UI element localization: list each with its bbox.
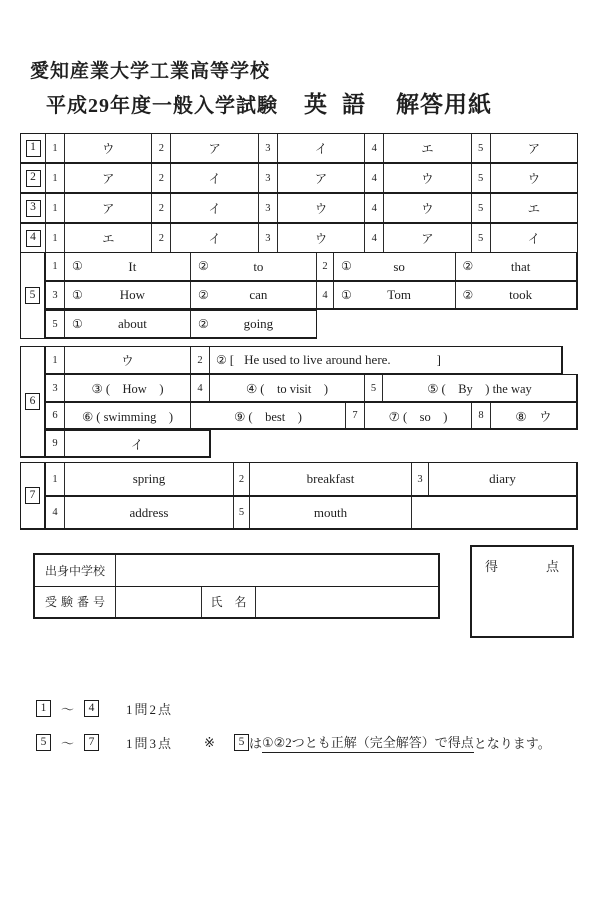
section-6 <box>20 346 578 458</box>
answer-cell: イ <box>171 194 258 222</box>
question-number: 2 <box>191 347 210 373</box>
section-7 <box>20 462 578 530</box>
junior-high-blank-field <box>116 555 438 586</box>
answer-cell: ア <box>65 164 152 192</box>
answer-cell: ウ <box>384 194 471 222</box>
question-number: 2 <box>152 164 171 192</box>
question-number: 1 <box>46 347 65 373</box>
answer-word: that <box>510 258 531 274</box>
points-per-question: 1問2点 <box>126 702 174 717</box>
section-6-row-2 <box>45 374 578 402</box>
section-label-cell <box>20 462 45 530</box>
points-per-question: 1問3点 <box>126 736 174 751</box>
section-5-row-1 <box>45 252 578 281</box>
junior-high-label: 出身中学校 <box>35 555 116 586</box>
note-section-box: 4 <box>84 700 99 717</box>
answer-cell: ⑦ ( so ) <box>365 403 472 428</box>
section-label-cell <box>21 164 46 192</box>
question-number: 3 <box>259 194 278 222</box>
question-number: 2 <box>152 194 171 222</box>
answer-cell <box>65 282 191 308</box>
question-number: 5 <box>472 134 491 162</box>
answer-cell: ア <box>527 142 541 156</box>
answer-cell <box>191 311 316 337</box>
answer-cell: エ <box>384 134 471 162</box>
examinee-number-label: 受験番号 <box>35 587 116 618</box>
circled-2-mark: ② <box>198 287 209 302</box>
answer-cell: エ <box>65 224 152 252</box>
answer-cell <box>334 253 456 280</box>
answer-cell: ウ <box>384 164 471 192</box>
circled-2-mark: ② <box>462 259 474 273</box>
question-number: 4 <box>317 282 334 308</box>
answer-cell: エ <box>527 202 541 216</box>
section-4-row <box>20 223 578 253</box>
answer-word: about <box>117 316 147 331</box>
answer-cell <box>191 282 317 308</box>
answer-cell <box>456 253 577 280</box>
section-5 <box>20 252 578 339</box>
section-3-row <box>20 193 578 223</box>
question-number: 2 <box>234 463 250 495</box>
answer-word: It <box>128 258 137 274</box>
note-text-pre: は <box>248 736 262 751</box>
answer-cell <box>65 311 191 337</box>
answer-cell: address <box>65 497 234 528</box>
question-number: 3 <box>259 164 278 192</box>
section-6-row-3 <box>45 402 578 430</box>
close-bracket: ] <box>436 352 442 367</box>
section-7-row-1 <box>45 462 578 496</box>
question-number: 1 <box>46 134 65 162</box>
score-kanji-left: 得 <box>485 559 499 574</box>
circled-1-mark: ① <box>72 316 83 331</box>
sheet-title: 解答用紙 <box>396 92 492 117</box>
note-section-box: 1 <box>36 700 51 717</box>
section-3-number-box: 3 <box>26 200 41 217</box>
answer-cell: イ <box>278 134 365 162</box>
section-2-row <box>20 163 578 193</box>
answer-word: took <box>509 287 533 302</box>
question-number: 3 <box>259 134 278 162</box>
score-box <box>470 545 574 638</box>
answer-cell: spring <box>65 463 234 495</box>
question-number: 7 <box>346 403 365 428</box>
question-number: 4 <box>365 194 384 222</box>
exam-year-title: 平成29年度一般入学試験 <box>46 95 278 117</box>
section-5-number-box: 5 <box>25 287 40 304</box>
question-number: 4 <box>365 134 384 162</box>
circled-1-mark: ① <box>72 259 83 273</box>
question-number: 3 <box>412 463 429 495</box>
answer-cell: ④ ( to visit ) <box>210 375 365 401</box>
name-label: 氏 名 <box>202 587 256 618</box>
section-label-cell <box>20 346 45 458</box>
question-number: 3 <box>46 282 65 308</box>
circled-2-mark: ② <box>198 316 209 331</box>
answer-cell: ウ <box>278 224 365 252</box>
question-number: 1 <box>46 194 65 222</box>
answer-sentence: He used to live around here. <box>244 352 391 367</box>
answer-cell: ウ <box>65 134 152 162</box>
circled-1-mark: ① <box>341 259 352 273</box>
school-name: 愛知産業大学工業高等学校 <box>30 61 271 82</box>
section-label-cell <box>20 252 45 339</box>
answer-cell: ア <box>65 194 152 222</box>
question-number: 1 <box>46 164 65 192</box>
tilde-range-mark: ～ <box>61 702 75 717</box>
answer-cell: ⑨ ( best ) <box>191 403 346 428</box>
scoring-note-2 <box>36 732 551 753</box>
answer-cell <box>456 282 577 308</box>
answer-word: going <box>243 316 274 331</box>
question-number: 4 <box>365 164 384 192</box>
question-number: 6 <box>46 403 65 428</box>
question-number: 2 <box>152 224 171 252</box>
subject-kanji-2: 語 <box>342 92 366 117</box>
question-number: 3 <box>259 224 278 252</box>
section-2-number-box: 2 <box>26 170 41 187</box>
answer-cell: ⑤ ( By ) the way <box>427 382 532 396</box>
open-bracket: [ <box>229 352 235 367</box>
subject-kanji-1: 英 <box>304 92 328 117</box>
question-number: 1 <box>46 463 65 495</box>
section-7-number-box: 7 <box>25 487 40 504</box>
circled-2-mark: ② <box>216 352 227 367</box>
answer-cell: ③ ( How ) <box>65 375 191 401</box>
section-5-row-2 <box>45 281 578 310</box>
section-label-cell <box>21 224 46 252</box>
question-number: 2 <box>152 134 171 162</box>
answer-cell: breakfast <box>250 463 412 495</box>
answer-cell: ⑥ ( swimming ) <box>65 403 191 428</box>
question-number: 5 <box>472 194 491 222</box>
examinee-number-blank-field <box>116 587 202 618</box>
question-number: 5 <box>46 311 65 337</box>
answer-cell <box>334 282 456 308</box>
question-number: 5 <box>472 224 491 252</box>
answer-word: Tom <box>387 287 411 302</box>
answer-cell: ア <box>384 224 471 252</box>
circled-2-mark: ② <box>462 287 474 302</box>
note-text-post: となります。 <box>473 736 551 751</box>
question-number: 5 <box>234 497 250 528</box>
circled-2-mark: ② <box>198 259 209 273</box>
exam-title-line <box>46 86 492 119</box>
section-label-cell <box>21 194 46 222</box>
question-number: 4 <box>365 224 384 252</box>
answer-cell <box>191 253 317 280</box>
examinee-info-table <box>33 553 440 619</box>
question-number: 3 <box>46 375 65 401</box>
question-number: 5 <box>365 375 383 401</box>
section-4-number-box: 4 <box>26 230 41 247</box>
answer-cell: ウ <box>278 194 365 222</box>
score-box-header <box>472 547 572 575</box>
answer-cell: ウ <box>527 172 541 186</box>
answer-cell: イ <box>171 164 258 192</box>
score-kanji-right: 点 <box>545 559 559 574</box>
answer-cell: mouth <box>250 497 412 528</box>
answer-sentence-cell <box>210 347 561 373</box>
section-label-cell <box>21 134 46 162</box>
answer-cell <box>65 253 191 280</box>
answer-cell: ア <box>278 164 365 192</box>
note-text-underlined: ①②2つとも正解（完全解答）で得点 <box>262 732 474 753</box>
section-1-number-box: 1 <box>26 140 41 157</box>
section-6-row-4 <box>45 430 211 458</box>
circled-1-mark: ① <box>341 287 352 302</box>
note-section-box: 7 <box>84 734 99 751</box>
number-name-row <box>35 587 438 618</box>
answer-word: so <box>393 258 405 274</box>
junior-high-row <box>35 555 438 587</box>
answer-cell: ウ <box>65 347 191 373</box>
question-number: 9 <box>46 431 65 456</box>
section-6-row-1 <box>45 346 563 374</box>
question-number: 4 <box>191 375 210 401</box>
question-number: 8 <box>472 403 491 428</box>
section-5-row-3 <box>45 310 317 339</box>
section-6-number-box: 6 <box>25 393 40 410</box>
note-section-box: 5 <box>234 734 249 751</box>
answer-word: How <box>119 287 146 302</box>
answer-cell: diary <box>489 471 516 486</box>
answer-word: can <box>249 287 268 302</box>
answer-cell: ⑧ ウ <box>515 409 552 424</box>
tilde-range-mark: ～ <box>61 736 75 751</box>
question-number: 1 <box>46 253 65 280</box>
answer-cell: イ <box>527 232 541 246</box>
question-number: 2 <box>317 253 334 280</box>
scoring-note-1 <box>36 699 173 718</box>
section-7-row-2 <box>45 496 578 530</box>
answer-word: to <box>253 258 264 274</box>
answer-cell: イ <box>171 224 258 252</box>
answer-cell: ア <box>171 134 258 162</box>
note-section-box: 5 <box>36 734 51 751</box>
question-number: 5 <box>472 164 491 192</box>
reference-mark: ※ <box>204 734 215 750</box>
empty-answer-cell <box>412 497 576 528</box>
question-number: 4 <box>46 497 65 528</box>
section-1-row <box>20 133 578 163</box>
circled-1-mark: ① <box>72 287 83 302</box>
question-number: 1 <box>46 224 65 252</box>
answer-cell: イ <box>130 437 144 452</box>
name-blank-field <box>256 587 438 618</box>
